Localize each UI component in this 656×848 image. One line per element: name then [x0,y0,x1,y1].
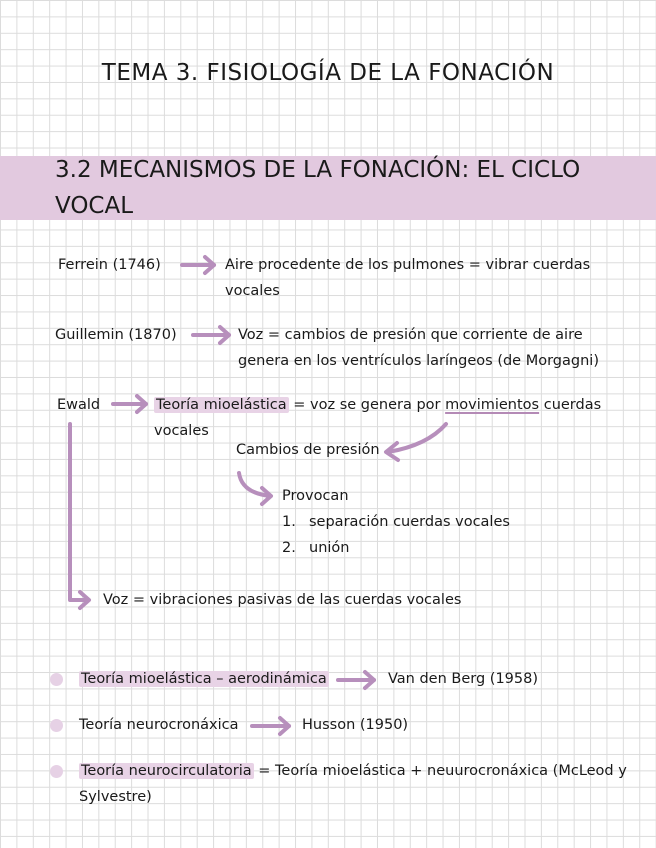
bullet-1-theory [79,666,329,692]
arrow-bullet-2 [252,718,289,734]
bullet-1-target: Van den Berg (1958) [388,671,539,687]
bullet-2-theory: Teoría neurocronáxica [79,717,239,733]
bullet-3-rest: = Teoría mioelástica + neuurocronáxica (McLeod y [253,763,627,779]
bullet-dot [50,719,63,732]
guillemin-author: Guillemin (1870) [55,327,177,343]
list-item-num-1: 1. [282,514,296,530]
list-item-1: separación cuerdas vocales [309,514,510,530]
ewald-conclusion: Voz = vibraciones pasivas de las cuerdas vocales [103,592,462,608]
arrow-ferrein [182,257,214,273]
bullet-3-theory: Teoría neurocirculatoria [81,763,252,779]
bullet-2-target: Husson (1950) [302,717,409,733]
ewald-highlight: movimientos [445,397,540,413]
pressure-changes: Cambios de presión [236,442,380,458]
arrow-provocan [239,473,271,504]
provocan-label: Provocan [282,488,349,504]
bullet-dot [50,765,63,778]
ferrein-line2: vocales [225,283,280,299]
ferrein-line1: Aire procedente de los pulmones = vibrar cuerdas [225,257,591,273]
arrow-guillemin [193,327,229,343]
ferrein-author: Ferrein (1746) [58,257,161,273]
page-title: TEMA 3. FISIOLOGÍA DE LA FONACIÓN [101,60,555,86]
bullet-dot [50,673,63,686]
ewald-author: Ewald [57,397,101,413]
bullet-3-line2: Sylvestre) [79,789,152,805]
ewald-theory-end: cuerdas [539,397,602,413]
arrow-pressure [386,424,446,460]
guillemin-line2: genera en los ventrículos laríngeos (de Morgagni) [238,353,599,369]
list-item-2: unión [309,540,350,556]
section-heading: 3.2 MECANISMOS DE LA FONACIÓN: EL CICLO VOCAL [55,157,581,219]
list-item-num-2: 2. [282,540,296,556]
ewald-theory: Teoría mioelástica [156,397,287,413]
ewald-line2: vocales [154,423,209,439]
arrow-ewald [113,396,146,412]
bullet-3-line1 [79,758,627,784]
ewald-theory-line [154,392,601,418]
arrow-ewald-down [70,424,89,608]
bullet-1-theory-text: Teoría mioelástica – aerodinámica [81,671,327,687]
guillemin-line1: Voz = cambios de presión que corriente de aire [238,327,583,343]
arrow-bullet-1 [338,672,374,688]
ewald-theory-mid: = voz se genera por [288,397,446,413]
